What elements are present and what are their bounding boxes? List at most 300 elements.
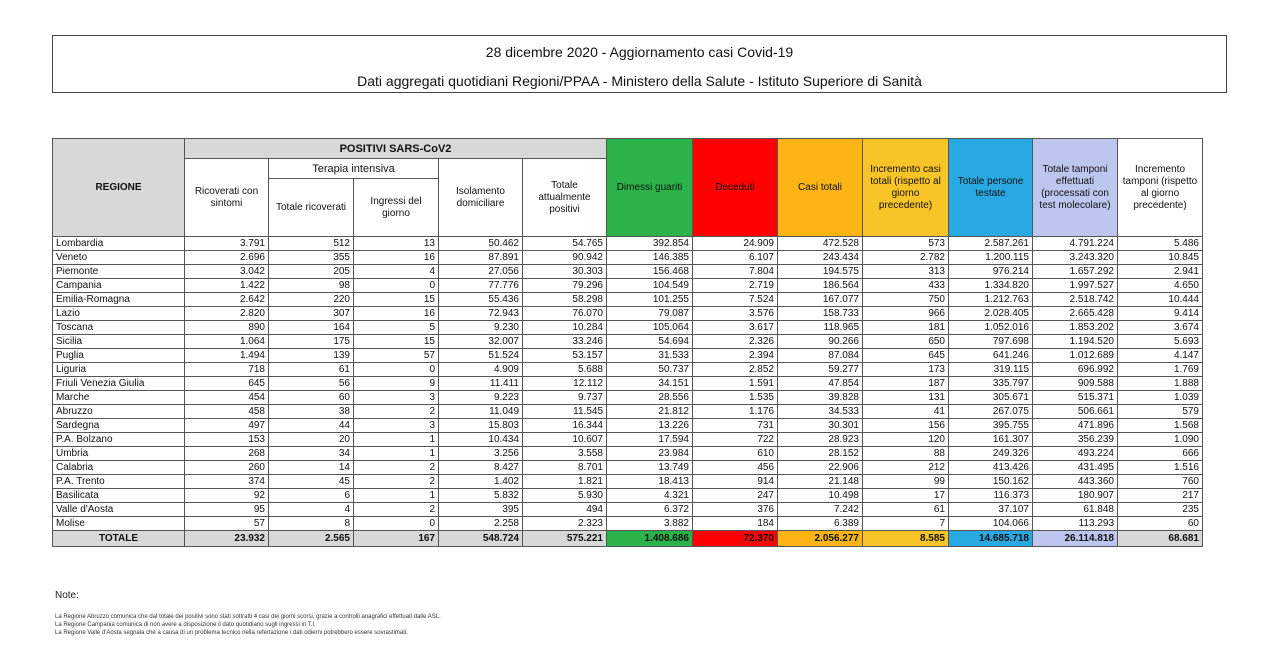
table-cell: 1 xyxy=(354,489,439,503)
table-cell: 30.303 xyxy=(523,265,607,279)
table-cell: 180.907 xyxy=(1033,489,1118,503)
table-cell: 7.242 xyxy=(778,503,863,517)
region-name: Sardegna xyxy=(53,419,185,433)
table-cell: 9.223 xyxy=(439,391,523,405)
table-cell: 413.426 xyxy=(949,461,1033,475)
table-cell: 722 xyxy=(693,433,778,447)
region-name: Liguria xyxy=(53,363,185,377)
table-cell: 181 xyxy=(863,321,949,335)
region-name: Friuli Venezia Giulia xyxy=(53,377,185,391)
table-cell: 5.930 xyxy=(523,489,607,503)
table-cell: 7.524 xyxy=(693,293,778,307)
table-row xyxy=(53,265,1203,279)
table-cell: 319.115 xyxy=(949,363,1033,377)
table-cell: 98 xyxy=(269,279,354,293)
table-cell: 21.812 xyxy=(607,405,693,419)
table-cell: 2 xyxy=(354,405,439,419)
table-row xyxy=(53,349,1203,363)
region-name: Emilia-Romagna xyxy=(53,293,185,307)
totals-cell: 68.681 xyxy=(1118,531,1203,547)
report-header xyxy=(52,35,1227,93)
table-cell: 2 xyxy=(354,461,439,475)
table-cell: 260 xyxy=(185,461,269,475)
table-cell: 14 xyxy=(269,461,354,475)
table-cell: 506.661 xyxy=(1033,405,1118,419)
region-name: Sicilia xyxy=(53,335,185,349)
table-cell: 34.151 xyxy=(607,377,693,391)
region-name: Calabria xyxy=(53,461,185,475)
table-cell: 99 xyxy=(863,475,949,489)
table-cell: 573 xyxy=(863,237,949,251)
table-cell: 2.665.428 xyxy=(1033,307,1118,321)
table-cell: 17.594 xyxy=(607,433,693,447)
table-cell: 13.749 xyxy=(607,461,693,475)
table-cell: 186.564 xyxy=(778,279,863,293)
covid-table xyxy=(52,138,1203,547)
table-cell: 58.298 xyxy=(523,293,607,307)
table-cell: 139 xyxy=(269,349,354,363)
table-cell: 1.516 xyxy=(1118,461,1203,475)
header-dimessi: Dimessi guariti xyxy=(607,139,693,237)
table-cell: 175 xyxy=(269,335,354,349)
table-cell: 15.803 xyxy=(439,419,523,433)
table-cell: 28.556 xyxy=(607,391,693,405)
table-row xyxy=(53,447,1203,461)
table-cell: 158.733 xyxy=(778,307,863,321)
table-cell: 2.696 xyxy=(185,251,269,265)
table-cell: 79.087 xyxy=(607,307,693,321)
table-cell: 456 xyxy=(693,461,778,475)
table-cell: 184 xyxy=(693,517,778,531)
table-cell: 3.256 xyxy=(439,447,523,461)
table-cell: 153 xyxy=(185,433,269,447)
totals-cell: 167 xyxy=(354,531,439,547)
table-cell: 27.056 xyxy=(439,265,523,279)
table-cell: 57 xyxy=(354,349,439,363)
table-cell: 515.371 xyxy=(1033,391,1118,405)
table-cell: 7.804 xyxy=(693,265,778,279)
table-cell: 30.301 xyxy=(778,419,863,433)
table-cell: 116.373 xyxy=(949,489,1033,503)
table-cell: 1.657.292 xyxy=(1033,265,1118,279)
region-name: Marche xyxy=(53,391,185,405)
table-cell: 914 xyxy=(693,475,778,489)
table-row xyxy=(53,335,1203,349)
table-cell: 13.226 xyxy=(607,419,693,433)
region-name: Lombardia xyxy=(53,237,185,251)
table-cell: 5.688 xyxy=(523,363,607,377)
table-cell: 41 xyxy=(863,405,949,419)
table-cell: 32.007 xyxy=(439,335,523,349)
table-cell: 39.828 xyxy=(778,391,863,405)
table-row xyxy=(53,279,1203,293)
table-cell: 2.642 xyxy=(185,293,269,307)
table-cell: 87.891 xyxy=(439,251,523,265)
table-cell: 161.307 xyxy=(949,433,1033,447)
table-cell: 131 xyxy=(863,391,949,405)
table-cell: 3 xyxy=(354,391,439,405)
table-cell: 4.650 xyxy=(1118,279,1203,293)
table-row xyxy=(53,419,1203,433)
table-cell: 976.214 xyxy=(949,265,1033,279)
table-cell: 1.194.520 xyxy=(1033,335,1118,349)
table-cell: 10.444 xyxy=(1118,293,1203,307)
table-cell: 118.965 xyxy=(778,321,863,335)
table-cell: 472.528 xyxy=(778,237,863,251)
header-ingressi: Ingressi del giorno xyxy=(354,179,439,237)
table-cell: 433 xyxy=(863,279,949,293)
table-row xyxy=(53,377,1203,391)
table-cell: 249.326 xyxy=(949,447,1033,461)
table-cell: 650 xyxy=(863,335,949,349)
table-cell: 77.776 xyxy=(439,279,523,293)
table-row xyxy=(53,321,1203,335)
table-cell: 313 xyxy=(863,265,949,279)
totals-cell: 2.056.277 xyxy=(778,531,863,547)
table-cell: 2.028.405 xyxy=(949,307,1033,321)
table-row xyxy=(53,461,1203,475)
table-cell: 2.323 xyxy=(523,517,607,531)
totals-cell: 14.685.718 xyxy=(949,531,1033,547)
table-cell: 1.591 xyxy=(693,377,778,391)
table-cell: 4 xyxy=(354,265,439,279)
table-cell: 31.533 xyxy=(607,349,693,363)
table-cell: 9 xyxy=(354,377,439,391)
table-cell: 392.854 xyxy=(607,237,693,251)
table-cell: 1 xyxy=(354,433,439,447)
table-cell: 750 xyxy=(863,293,949,307)
table-cell: 307 xyxy=(269,307,354,321)
table-cell: 2.258 xyxy=(439,517,523,531)
table-cell: 55.436 xyxy=(439,293,523,307)
table-cell: 9.414 xyxy=(1118,307,1203,321)
table-row xyxy=(53,251,1203,265)
table-cell: 9.737 xyxy=(523,391,607,405)
table-cell: 13 xyxy=(354,237,439,251)
table-cell: 268 xyxy=(185,447,269,461)
table-cell: 15 xyxy=(354,293,439,307)
table-cell: 10.434 xyxy=(439,433,523,447)
table-cell: 33.246 xyxy=(523,335,607,349)
table-cell: 355 xyxy=(269,251,354,265)
table-cell: 3 xyxy=(354,419,439,433)
header-incremento-casi: Incremento casi totali (rispetto al giorno precedente) xyxy=(863,139,949,237)
table-cell: 1.494 xyxy=(185,349,269,363)
table-cell: 395 xyxy=(439,503,523,517)
table-cell: 0 xyxy=(354,517,439,531)
region-name: Basilicata xyxy=(53,489,185,503)
report-subtitle: Dati aggregati quotidiani Regioni/PPAA - Ministero della Salute - Istituto Superiore di Sanità xyxy=(357,73,922,89)
totals-cell: 26.114.818 xyxy=(1033,531,1118,547)
table-cell: 61.848 xyxy=(1033,503,1118,517)
totals-row xyxy=(53,531,1203,547)
table-cell: 335.797 xyxy=(949,377,1033,391)
table-cell: 6.107 xyxy=(693,251,778,265)
region-name: Valle d'Aosta xyxy=(53,503,185,517)
table-cell: 1 xyxy=(354,447,439,461)
table-cell: 59.277 xyxy=(778,363,863,377)
table-row xyxy=(53,517,1203,531)
table-cell: 6 xyxy=(269,489,354,503)
table-cell: 16 xyxy=(354,307,439,321)
table-cell: 6.389 xyxy=(778,517,863,531)
table-cell: 2.941 xyxy=(1118,265,1203,279)
table-cell: 54.765 xyxy=(523,237,607,251)
table-cell: 731 xyxy=(693,419,778,433)
table-cell: 1.769 xyxy=(1118,363,1203,377)
note-line: La Regione Campania comunica di non avere a disposizione il dato quotidiano sugli ingressi in T.I. xyxy=(55,622,316,628)
table-body xyxy=(53,237,1203,547)
table-cell: 760 xyxy=(1118,475,1203,489)
table-cell: 966 xyxy=(863,307,949,321)
table-cell: 666 xyxy=(1118,447,1203,461)
table-cell: 4 xyxy=(269,503,354,517)
header-totale-ricoverati: Totale ricoverati xyxy=(269,179,354,237)
totals-cell: 23.932 xyxy=(185,531,269,547)
table-cell: 1.888 xyxy=(1118,377,1203,391)
table-cell: 50.737 xyxy=(607,363,693,377)
table-row xyxy=(53,433,1203,447)
table-cell: 11.411 xyxy=(439,377,523,391)
table-cell: 497 xyxy=(185,419,269,433)
table-row xyxy=(53,237,1203,251)
table-cell: 17 xyxy=(863,489,949,503)
table-cell: 38 xyxy=(269,405,354,419)
table-cell: 494 xyxy=(523,503,607,517)
table-cell: 194.575 xyxy=(778,265,863,279)
table-cell: 641.246 xyxy=(949,349,1033,363)
table-cell: 1.012.689 xyxy=(1033,349,1118,363)
totals-cell: 548.724 xyxy=(439,531,523,547)
report-title: 28 dicembre 2020 - Aggiornamento casi Covid-19 xyxy=(485,44,794,60)
table-cell: 5 xyxy=(354,321,439,335)
table-cell: 212 xyxy=(863,461,949,475)
table-cell: 4.791.224 xyxy=(1033,237,1118,251)
table-cell: 2.782 xyxy=(863,251,949,265)
table-cell: 890 xyxy=(185,321,269,335)
table-row xyxy=(53,307,1203,321)
table-cell: 187 xyxy=(863,377,949,391)
table-cell: 356.239 xyxy=(1033,433,1118,447)
table-cell: 88 xyxy=(863,447,949,461)
header-terapia: Terapia intensiva xyxy=(269,159,439,179)
table-cell: 54.694 xyxy=(607,335,693,349)
table-cell: 24.909 xyxy=(693,237,778,251)
region-name: Puglia xyxy=(53,349,185,363)
table-cell: 76.070 xyxy=(523,307,607,321)
table-cell: 87.084 xyxy=(778,349,863,363)
table-cell: 1.535 xyxy=(693,391,778,405)
totals-cell: 575.221 xyxy=(523,531,607,547)
table-cell: 5.486 xyxy=(1118,237,1203,251)
table-row xyxy=(53,489,1203,503)
header-positivi: POSITIVI SARS-CoV2 xyxy=(185,139,607,159)
table-cell: 2.326 xyxy=(693,335,778,349)
table-cell: 16.344 xyxy=(523,419,607,433)
table-cell: 8.701 xyxy=(523,461,607,475)
table-cell: 12.112 xyxy=(523,377,607,391)
table-cell: 1.090 xyxy=(1118,433,1203,447)
table-cell: 60 xyxy=(1118,517,1203,531)
table-cell: 150.162 xyxy=(949,475,1033,489)
table-cell: 267.075 xyxy=(949,405,1033,419)
table-cell: 220 xyxy=(269,293,354,307)
table-cell: 173 xyxy=(863,363,949,377)
notes xyxy=(55,590,441,637)
table-cell: 90.266 xyxy=(778,335,863,349)
table-cell: 3.791 xyxy=(185,237,269,251)
table-cell: 376 xyxy=(693,503,778,517)
table-row xyxy=(53,503,1203,517)
table-cell: 37.107 xyxy=(949,503,1033,517)
table-cell: 3.617 xyxy=(693,321,778,335)
header-totale-positivi: Totale attualmente positivi xyxy=(523,159,607,237)
table-cell: 1.176 xyxy=(693,405,778,419)
table-cell: 34 xyxy=(269,447,354,461)
table-cell: 45 xyxy=(269,475,354,489)
table-cell: 23.984 xyxy=(607,447,693,461)
table-cell: 1.821 xyxy=(523,475,607,489)
table-cell: 1.997.527 xyxy=(1033,279,1118,293)
region-name: Toscana xyxy=(53,321,185,335)
table-cell: 909.588 xyxy=(1033,377,1118,391)
table-cell: 471.896 xyxy=(1033,419,1118,433)
table-cell: 1.334.820 xyxy=(949,279,1033,293)
table-cell: 443.360 xyxy=(1033,475,1118,489)
table-cell: 60 xyxy=(269,391,354,405)
table-cell: 79.296 xyxy=(523,279,607,293)
region-name: P.A. Bolzano xyxy=(53,433,185,447)
table-cell: 645 xyxy=(863,349,949,363)
totals-cell: 8.585 xyxy=(863,531,949,547)
table-cell: 1.402 xyxy=(439,475,523,489)
table-cell: 8.427 xyxy=(439,461,523,475)
table-cell: 104.549 xyxy=(607,279,693,293)
table-cell: 113.293 xyxy=(1033,517,1118,531)
table-cell: 395.755 xyxy=(949,419,1033,433)
table-cell: 61 xyxy=(269,363,354,377)
table-cell: 21.148 xyxy=(778,475,863,489)
table-cell: 205 xyxy=(269,265,354,279)
totals-cell: 72.370 xyxy=(693,531,778,547)
table-cell: 3.243.320 xyxy=(1033,251,1118,265)
table-cell: 454 xyxy=(185,391,269,405)
region-name: Lazio xyxy=(53,307,185,321)
header-ricoverati: Ricoverati con sintomi xyxy=(185,159,269,237)
table-cell: 235 xyxy=(1118,503,1203,517)
table-cell: 1.064 xyxy=(185,335,269,349)
table-cell: 4.909 xyxy=(439,363,523,377)
table-cell: 53.157 xyxy=(523,349,607,363)
table-cell: 10.845 xyxy=(1118,251,1203,265)
table-cell: 15 xyxy=(354,335,439,349)
table-cell: 90.942 xyxy=(523,251,607,265)
table-cell: 61 xyxy=(863,503,949,517)
table-cell: 5.832 xyxy=(439,489,523,503)
table-cell: 95 xyxy=(185,503,269,517)
table-cell: 2.852 xyxy=(693,363,778,377)
table-cell: 50.462 xyxy=(439,237,523,251)
table-cell: 105.064 xyxy=(607,321,693,335)
table-cell: 57 xyxy=(185,517,269,531)
header-casi: Casi totali xyxy=(778,139,863,237)
table-row xyxy=(53,475,1203,489)
table-row xyxy=(53,293,1203,307)
table-cell: 120 xyxy=(863,433,949,447)
table-cell: 3.558 xyxy=(523,447,607,461)
table-cell: 1.853.202 xyxy=(1033,321,1118,335)
table-cell: 1.200.115 xyxy=(949,251,1033,265)
table-cell: 2.394 xyxy=(693,349,778,363)
table-cell: 8 xyxy=(269,517,354,531)
table-cell: 247 xyxy=(693,489,778,503)
table-cell: 2.587.261 xyxy=(949,237,1033,251)
notes-heading: Note: xyxy=(55,590,79,601)
table-cell: 7 xyxy=(863,517,949,531)
table-cell: 20 xyxy=(269,433,354,447)
table-cell: 243.434 xyxy=(778,251,863,265)
region-name: Piemonte xyxy=(53,265,185,279)
table-cell: 1.422 xyxy=(185,279,269,293)
table-cell: 2 xyxy=(354,503,439,517)
table-cell: 92 xyxy=(185,489,269,503)
table-cell: 10.284 xyxy=(523,321,607,335)
table-cell: 305.671 xyxy=(949,391,1033,405)
table-row xyxy=(53,391,1203,405)
table-cell: 10.498 xyxy=(778,489,863,503)
table-cell: 2.820 xyxy=(185,307,269,321)
table-cell: 44 xyxy=(269,419,354,433)
table-cell: 16 xyxy=(354,251,439,265)
table-cell: 72.943 xyxy=(439,307,523,321)
table-cell: 34.533 xyxy=(778,405,863,419)
table-cell: 493.224 xyxy=(1033,447,1118,461)
table-cell: 2.719 xyxy=(693,279,778,293)
table-cell: 164 xyxy=(269,321,354,335)
table-cell: 1.212.763 xyxy=(949,293,1033,307)
table-cell: 3.882 xyxy=(607,517,693,531)
table-cell: 797.698 xyxy=(949,335,1033,349)
table-cell: 28.152 xyxy=(778,447,863,461)
table-cell: 374 xyxy=(185,475,269,489)
table-cell: 696.992 xyxy=(1033,363,1118,377)
table-cell: 101.255 xyxy=(607,293,693,307)
header-isolamento: Isolamento domiciliare xyxy=(439,159,523,237)
table-cell: 3.576 xyxy=(693,307,778,321)
table-cell: 645 xyxy=(185,377,269,391)
table-cell: 1.568 xyxy=(1118,419,1203,433)
table-cell: 718 xyxy=(185,363,269,377)
table-cell: 5.693 xyxy=(1118,335,1203,349)
table-cell: 22.906 xyxy=(778,461,863,475)
header-deceduti: Deceduti xyxy=(693,139,778,237)
table-cell: 2 xyxy=(354,475,439,489)
header-tamponi: Totale tamponi effettuati (processati con test molecolare) xyxy=(1033,139,1118,237)
region-name: Molise xyxy=(53,517,185,531)
header-persone: Totale persone testate xyxy=(949,139,1033,237)
table-cell: 610 xyxy=(693,447,778,461)
table-cell: 3.042 xyxy=(185,265,269,279)
table-cell: 51.524 xyxy=(439,349,523,363)
table-cell: 431.495 xyxy=(1033,461,1118,475)
region-name: Abruzzo xyxy=(53,405,185,419)
table-cell: 579 xyxy=(1118,405,1203,419)
table-cell: 11.545 xyxy=(523,405,607,419)
region-name: P.A. Trento xyxy=(53,475,185,489)
table-cell: 4.321 xyxy=(607,489,693,503)
table-cell: 0 xyxy=(354,279,439,293)
table-cell: 6.372 xyxy=(607,503,693,517)
